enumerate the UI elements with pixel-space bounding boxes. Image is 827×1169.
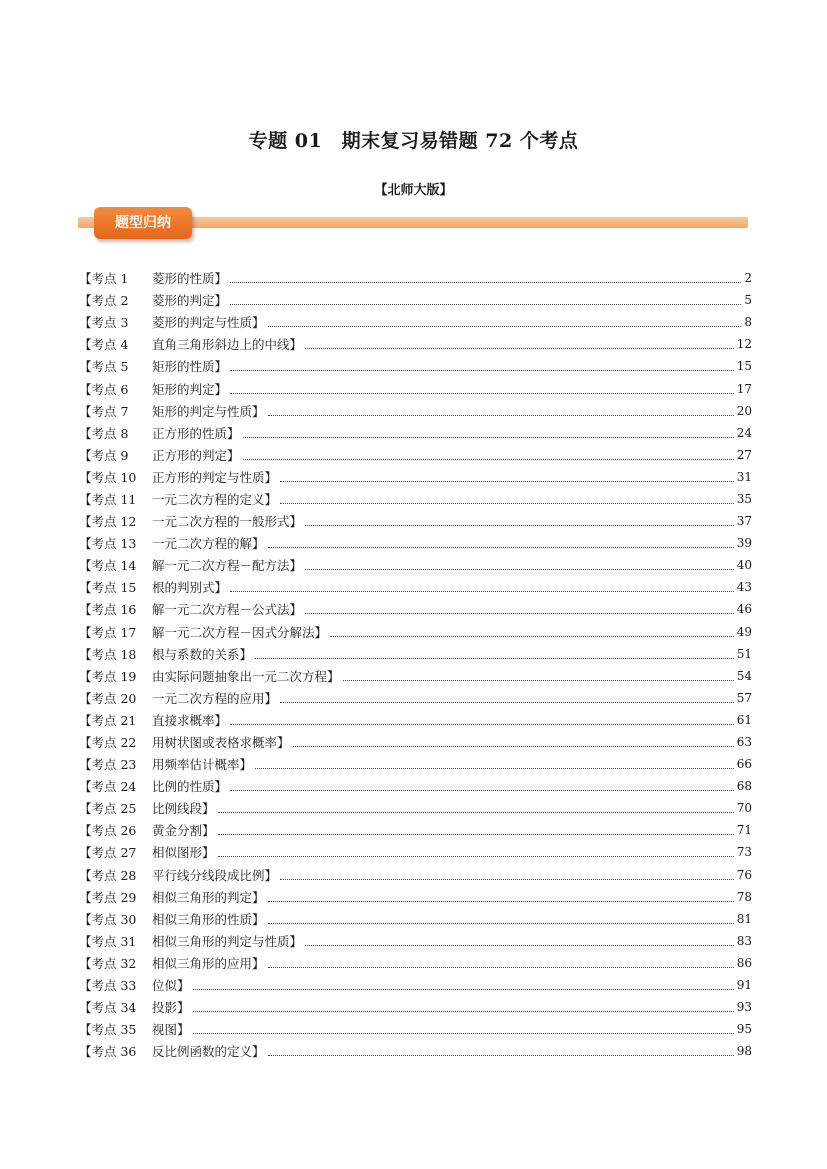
toc-entry-leader: [230, 723, 734, 725]
toc-entry-page: 54: [736, 668, 752, 683]
toc-entry-title: 相似三角形的应用】: [152, 955, 265, 971]
toc-entry-number: 【考点 19: [79, 668, 137, 684]
toc-entry-title: 比例线段】: [152, 801, 215, 817]
toc-entry-leader: [218, 855, 734, 857]
toc-entry[interactable]: [79, 665, 752, 687]
toc-entry-leader: [268, 922, 734, 924]
toc-entry-leader: [193, 988, 734, 990]
toc-entry-page: 12: [736, 337, 752, 352]
toc-entry-title: 相似图形】: [152, 845, 215, 861]
toc-entry-page: 91: [736, 978, 752, 993]
toc-entry[interactable]: [79, 687, 752, 709]
toc-entry-number: 【考点 34: [79, 1000, 137, 1016]
toc-entry-leader: [268, 966, 734, 968]
toc-entry-number: 【考点 26: [79, 823, 137, 839]
toc-entry-leader: [255, 657, 734, 659]
toc-entry-leader: [193, 1010, 734, 1012]
toc-entry-number: 【考点 2: [79, 293, 129, 309]
toc-entry-leader: [293, 745, 734, 747]
toc-entry-title: 菱形的性质】: [152, 271, 228, 287]
toc-entry-leader: [230, 789, 734, 791]
toc-entry-page: 24: [736, 425, 752, 440]
toc-entry-title: 一元二次方程的应用】: [152, 690, 278, 706]
toc-entry-title: 正方形的判定与性质】: [152, 469, 278, 485]
toc-entry-number: 【考点 17: [79, 624, 137, 640]
toc-entry-number: 【考点 14: [79, 558, 137, 574]
toc-entry-page: 35: [736, 491, 752, 506]
toc-entry-page: 8: [744, 315, 752, 330]
toc-entry-page: 76: [736, 867, 752, 882]
toc-entry-page: 83: [736, 933, 752, 948]
toc-entry-title: 正方形的判定】: [152, 447, 240, 463]
toc-entry-number: 【考点 3: [79, 315, 129, 331]
toc-entry-page: 73: [736, 845, 752, 860]
banner-tab: 题型归纳: [94, 207, 192, 239]
toc-entry-leader: [280, 480, 734, 482]
toc-entry-leader: [268, 900, 734, 902]
toc-entry[interactable]: [79, 709, 752, 731]
toc-entry[interactable]: [79, 775, 752, 797]
toc-entry-leader: [230, 303, 741, 305]
toc-entry-number: 【考点 28: [79, 867, 137, 883]
toc-entry-leader: [268, 325, 742, 327]
toc-entry[interactable]: [79, 1018, 752, 1040]
toc-entry-title: 矩形的判定】: [152, 381, 228, 397]
toc-entry-title: 根的判别式】: [152, 580, 228, 596]
toc-entry-leader: [280, 878, 734, 880]
toc-entry-title: 正方形的性质】: [152, 425, 240, 441]
toc-entry-leader: [243, 458, 734, 460]
toc-entry[interactable]: [79, 355, 752, 377]
toc-entry-page: 57: [736, 690, 752, 705]
toc-entry-number: 【考点 25: [79, 801, 137, 817]
toc-entry[interactable]: [79, 886, 752, 908]
toc-entry-leader: [230, 369, 734, 371]
toc-entry[interactable]: [79, 974, 752, 996]
toc-entry[interactable]: [79, 731, 752, 753]
toc-entry-page: 70: [736, 801, 752, 816]
toc-entry-number: 【考点 15: [79, 580, 137, 596]
toc-entry[interactable]: [79, 841, 752, 863]
toc-entry[interactable]: [79, 643, 752, 665]
toc-entry-leader: [268, 1054, 734, 1056]
toc-entry-leader: [330, 635, 734, 637]
toc-entry[interactable]: [79, 311, 752, 333]
toc-entry-page: 51: [736, 646, 752, 661]
toc-entry-title: 用频率估计概率】: [152, 757, 253, 773]
toc-entry-leader: [280, 502, 734, 504]
toc-entry-leader: [280, 701, 734, 703]
table-of-contents: [79, 267, 752, 1062]
toc-entry-title: 位似】: [152, 978, 190, 994]
toc-entry-page: 2: [744, 271, 752, 286]
toc-entry-number: 【考点 1: [79, 271, 129, 287]
toc-entry-leader: [305, 524, 734, 526]
toc-entry-page: 95: [736, 1022, 752, 1037]
toc-entry-page: 40: [736, 558, 752, 573]
toc-entry-title: 解一元二次方程－因式分解法】: [152, 624, 328, 640]
toc-entry[interactable]: [79, 422, 752, 444]
toc-entry-title: 一元二次方程的定义】: [152, 491, 278, 507]
toc-entry-title: 直角三角形斜边上的中线】: [152, 337, 303, 353]
toc-entry[interactable]: [79, 598, 752, 620]
toc-entry-title: 一元二次方程的解】: [152, 536, 265, 552]
toc-entry-page: 71: [736, 823, 752, 838]
toc-entry-leader: [305, 612, 734, 614]
toc-entry-page: 46: [736, 602, 752, 617]
toc-entry-number: 【考点 8: [79, 425, 129, 441]
toc-entry[interactable]: [79, 1040, 752, 1062]
toc-entry-title: 直接求概率】: [152, 712, 228, 728]
toc-entry[interactable]: [79, 400, 752, 422]
toc-entry-page: 61: [736, 712, 752, 727]
toc-entry-title: 平行线分线段成比例】: [152, 867, 278, 883]
toc-entry[interactable]: [79, 952, 752, 974]
toc-entry-number: 【考点 36: [79, 1044, 137, 1060]
toc-entry-page: 68: [736, 779, 752, 794]
toc-entry-page: 86: [736, 955, 752, 970]
toc-entry-title: 黄金分割】: [152, 823, 215, 839]
toc-entry-leader: [305, 568, 734, 570]
toc-entry-page: 5: [744, 293, 752, 308]
toc-entry[interactable]: [79, 908, 752, 930]
toc-entry-page: 81: [736, 911, 752, 926]
toc-entry[interactable]: [79, 621, 752, 643]
toc-entry-leader: [268, 546, 734, 548]
toc-entry-leader: [343, 679, 734, 681]
section-banner: [78, 207, 748, 239]
toc-entry-leader: [243, 436, 734, 438]
toc-entry-number: 【考点 10: [79, 469, 137, 485]
toc-entry-leader: [230, 392, 734, 394]
toc-entry-title: 菱形的判定】: [152, 293, 228, 309]
toc-entry-title: 根与系数的关系】: [152, 646, 253, 662]
toc-entry-title: 反比例函数的定义】: [152, 1044, 265, 1060]
toc-entry-number: 【考点 4: [79, 337, 129, 353]
toc-entry-number: 【考点 21: [79, 712, 137, 728]
toc-entry-title: 矩形的性质】: [152, 359, 228, 375]
toc-entry-page: 39: [736, 536, 752, 551]
toc-entry-page: 66: [736, 757, 752, 772]
toc-entry-page: 37: [736, 514, 752, 529]
toc-entry-page: 63: [736, 735, 752, 750]
toc-entry-number: 【考点 22: [79, 735, 137, 751]
toc-entry-number: 【考点 9: [79, 447, 129, 463]
toc-entry[interactable]: [79, 576, 752, 598]
toc-entry[interactable]: [79, 466, 752, 488]
toc-entry-number: 【考点 12: [79, 514, 137, 530]
toc-entry[interactable]: [79, 864, 752, 886]
toc-entry-title: 由实际问题抽象出一元二次方程】: [152, 668, 340, 684]
toc-entry-number: 【考点 27: [79, 845, 137, 861]
edition-subtitle: 【北师大版】: [374, 183, 453, 198]
toc-entry-title: 一元二次方程的一般形式】: [152, 514, 303, 530]
toc-entry[interactable]: [79, 554, 752, 576]
toc-entry-page: 98: [736, 1044, 752, 1059]
toc-entry[interactable]: [79, 444, 752, 466]
toc-entry-title: 相似三角形的性质】: [152, 911, 265, 927]
toc-entry-number: 【考点 24: [79, 779, 137, 795]
toc-entry[interactable]: [79, 488, 752, 510]
toc-entry-page: 78: [736, 889, 752, 904]
toc-entry[interactable]: [79, 819, 752, 841]
toc-entry-leader: [218, 811, 734, 813]
toc-entry-page: 20: [736, 403, 752, 418]
toc-entry[interactable]: [79, 377, 752, 399]
toc-entry-page: 17: [736, 381, 752, 396]
toc-entry-title: 比例的性质】: [152, 779, 228, 795]
toc-entry-number: 【考点 20: [79, 690, 137, 706]
toc-entry-number: 【考点 33: [79, 978, 137, 994]
toc-entry-number: 【考点 35: [79, 1022, 137, 1038]
toc-entry-leader: [268, 414, 734, 416]
toc-entry-page: 15: [736, 359, 752, 374]
toc-entry-number: 【考点 29: [79, 889, 137, 905]
toc-entry-number: 【考点 16: [79, 602, 137, 618]
toc-entry-title: 视图】: [152, 1022, 190, 1038]
toc-entry[interactable]: [79, 930, 752, 952]
toc-entry-leader: [305, 944, 734, 946]
toc-entry[interactable]: [79, 532, 752, 554]
toc-entry-number: 【考点 5: [79, 359, 129, 375]
toc-entry-page: 49: [736, 624, 752, 639]
toc-entry-number: 【考点 18: [79, 646, 137, 662]
toc-entry-number: 【考点 23: [79, 757, 137, 773]
toc-entry-title: 投影】: [152, 1000, 190, 1016]
toc-entry-title: 相似三角形的判定与性质】: [152, 933, 303, 949]
toc-entry-leader: [230, 590, 734, 592]
document-title: 专题 01 期末复习易错题 72 个考点: [248, 130, 579, 152]
toc-entry-title: 矩形的判定与性质】: [152, 403, 265, 419]
toc-entry[interactable]: [79, 267, 752, 289]
toc-entry[interactable]: [79, 289, 752, 311]
toc-entry-leader: [305, 347, 734, 349]
toc-entry-page: 93: [736, 1000, 752, 1015]
toc-entry-page: 43: [736, 580, 752, 595]
toc-entry-number: 【考点 13: [79, 536, 137, 552]
toc-entry-leader: [230, 281, 741, 283]
toc-entry[interactable]: [79, 333, 752, 355]
toc-entry-number: 【考点 6: [79, 381, 129, 397]
toc-entry[interactable]: [79, 797, 752, 819]
toc-entry-leader: [255, 767, 734, 769]
toc-entry-leader: [193, 1032, 734, 1034]
toc-entry-leader: [218, 833, 734, 835]
toc-entry-title: 菱形的判定与性质】: [152, 315, 265, 331]
toc-entry-title: 相似三角形的判定】: [152, 889, 265, 905]
toc-entry-number: 【考点 7: [79, 403, 129, 419]
toc-entry-title: 解一元二次方程－公式法】: [152, 602, 303, 618]
toc-entry[interactable]: [79, 996, 752, 1018]
toc-entry-page: 31: [736, 469, 752, 484]
toc-entry[interactable]: [79, 753, 752, 775]
toc-entry-title: 解一元二次方程－配方法】: [152, 558, 303, 574]
toc-entry[interactable]: [79, 510, 752, 532]
toc-entry-title: 用树状图或表格求概率】: [152, 735, 290, 751]
toc-entry-number: 【考点 11: [79, 491, 137, 507]
toc-entry-number: 【考点 32: [79, 955, 137, 971]
toc-entry-number: 【考点 30: [79, 911, 137, 927]
toc-entry-number: 【考点 31: [79, 933, 137, 949]
toc-entry-page: 27: [736, 447, 752, 462]
